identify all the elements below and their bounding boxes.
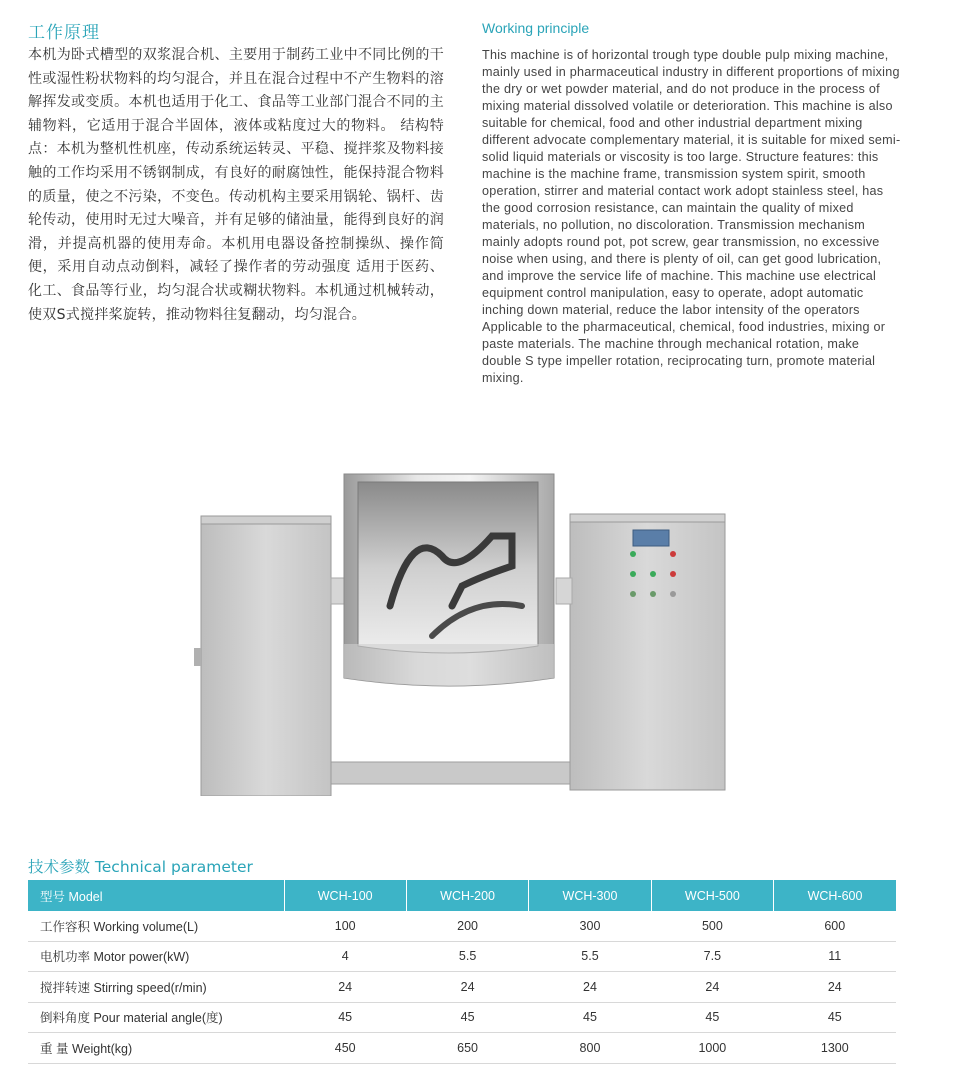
technical-parameter-title: 技术参数 Technical parameter [28, 858, 253, 876]
table-cell: 650 [406, 1033, 528, 1064]
table-cell: 24 [651, 972, 773, 1003]
table-cell: 5.5 [406, 941, 528, 972]
table-cell: 24 [774, 972, 896, 1003]
table-header-cell: WCH-500 [651, 880, 773, 911]
table-cell: 24 [406, 972, 528, 1003]
table-header-cell: WCH-300 [529, 880, 651, 911]
technical-parameter-table [28, 880, 896, 1064]
table-cell: 7.5 [651, 941, 773, 972]
en-section-body: This machine is of horizontal trough type double pulp mixing machine, mainly used in pharmaceutical industry in different proportions of mixing the dry or wet powder material, and do not produce in the process of mixing material dissolved volatile or deterioration. This machine is also suitable for chemical, food and other industrial department mixing different advocate complementary material, it is suitable for mixed semi-solid liquid materials or viscosity is too large. Structure features: this machine is the machine frame, transmission system spirit, smooth operation, stirrer and material contact work adopt stainless steel, has the good corrosion resistance, can maintain the quality of mixed materials, no pollution, no discoloration. Transmission mechanism mainly adopts round pot, pot screw, gear transmission, no excessive noise when using, and there is plenty of oil, can get good lubrication, and improve the service life of machine. This machine use electrical equipment control manipulation, easy to operate, adopt automatic inching down material, reduce the labor intensity of the operators Applicable to the pharmaceutical, chemical, food industries, mixing or paste materials. The machine through mechanical rotation, make double S type impeller rotation, reciprocating turn, promote material mixing. [482, 48, 901, 385]
table-cell-label: 工作容积 Working volume(L) [28, 911, 284, 941]
table-cell: 800 [529, 1033, 651, 1064]
table-cell-label: 电机功率 Motor power(kW) [28, 941, 284, 972]
table-row [28, 972, 896, 1003]
table-row [28, 1033, 896, 1064]
en-section-title: Working principle [482, 20, 590, 36]
table-cell: 24 [284, 972, 406, 1003]
table-cell: 45 [651, 1002, 773, 1033]
table-cell: 500 [651, 911, 773, 941]
table-header-cell: WCH-200 [406, 880, 528, 911]
table-cell-label: 倒料角度 Pour material angle(度) [28, 1002, 284, 1033]
cn-section-title: 工作原理 [28, 23, 100, 43]
table-cell: 45 [406, 1002, 528, 1033]
indicator-light [630, 551, 636, 557]
table-cell-label: 重 量 Weight(kg) [28, 1033, 284, 1064]
mixer-machine-illustration [192, 466, 732, 796]
table-cell: 100 [284, 911, 406, 941]
base-bar [328, 762, 578, 784]
table-cell: 450 [284, 1033, 406, 1064]
table-header-row [28, 880, 896, 911]
control-display [633, 530, 669, 546]
table-header-cell: 型号 Model [28, 880, 284, 911]
right-control-cabinet [570, 514, 725, 790]
table-header-cell: WCH-100 [284, 880, 406, 911]
table-cell: 5.5 [529, 941, 651, 972]
table-cell: 1300 [774, 1033, 896, 1064]
table-cell: 45 [529, 1002, 651, 1033]
table-header-cell: WCH-600 [774, 880, 896, 911]
table-cell: 11 [774, 941, 896, 972]
table-row [28, 941, 896, 972]
table-row [28, 911, 896, 941]
table-cell: 600 [774, 911, 896, 941]
table-cell: 45 [284, 1002, 406, 1033]
cn-section-body: 本机为卧式槽型的双浆混合机、主要用于制药工业中不同比例的干性或湿性粉状物料的均匀混合，并且在混合过程中不产生物料的溶解挥发或变质。本机也适用于化工、食品等工业部门混合不同的主辅物料，它适用于混合半固体，液体或粘度过大的物料。 结构特点：本机为整机性机座，传动系统运转灵、平稳、搅拌浆及物料接触的工作均采用不锈钢制成，有良好的耐腐蚀性，能保持混合物料的质量，使之不污染，不变色。传动机构主要采用锅轮、锅杆、齿轮传动，使用时无过大噪音，并有足够的储油量，能得到良好的润滑，并提高机器的使用寿命。本机用电器设备控制操纵、操作简便，采用自动点动倒料，减轻了操作者的劳动强度 适用于医药、化工、食品等行业，均匀混合状或糊状物料。本机通过机械转动，使双S式搅拌桨旋转，推动物料往复翻动，均匀混合。 [28, 47, 444, 323]
table-cell-label: 搅拌转速 Stirring speed(r/min) [28, 972, 284, 1003]
table-cell: 4 [284, 941, 406, 972]
table-cell: 24 [529, 972, 651, 1003]
left-housing [201, 516, 331, 796]
table-cell: 45 [774, 1002, 896, 1033]
table-row [28, 1002, 896, 1033]
table-cell: 200 [406, 911, 528, 941]
table-cell: 1000 [651, 1033, 773, 1064]
table-cell: 300 [529, 911, 651, 941]
